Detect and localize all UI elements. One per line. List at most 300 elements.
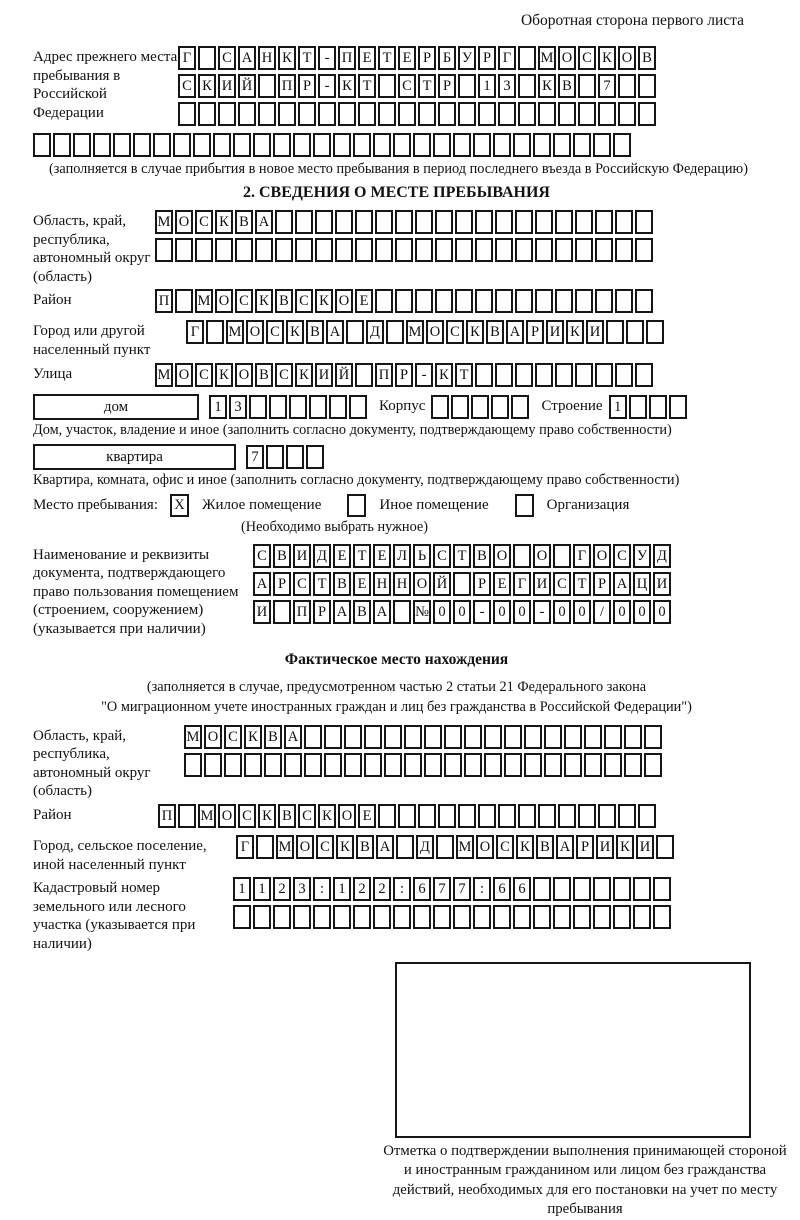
char-cell[interactable]: [453, 133, 471, 157]
char-cell[interactable]: В: [273, 544, 291, 568]
char-cell[interactable]: К: [286, 320, 304, 344]
char-cell[interactable]: А: [253, 572, 271, 596]
char-cell[interactable]: [413, 133, 431, 157]
char-cell[interactable]: Н: [373, 572, 391, 596]
char-cell[interactable]: [93, 133, 111, 157]
char-cell[interactable]: [633, 877, 651, 901]
char-cell[interactable]: [524, 725, 542, 749]
char-cell[interactable]: [538, 102, 556, 126]
char-cell[interactable]: [573, 133, 591, 157]
char-cell[interactable]: [553, 905, 571, 929]
char-cell[interactable]: 7: [598, 74, 616, 98]
char-cell[interactable]: [255, 238, 273, 262]
char-cell[interactable]: [418, 804, 436, 828]
char-cell[interactable]: [333, 905, 351, 929]
char-cell[interactable]: [233, 905, 251, 929]
char-cell[interactable]: [206, 320, 224, 344]
char-cell[interactable]: К: [598, 46, 616, 70]
char-cell[interactable]: С: [553, 572, 571, 596]
char-cell[interactable]: Р: [473, 572, 491, 596]
char-cell[interactable]: К: [258, 804, 276, 828]
char-cell[interactable]: К: [338, 74, 356, 98]
char-cell[interactable]: [436, 835, 454, 859]
char-cell[interactable]: Р: [418, 46, 436, 70]
char-cell[interactable]: [295, 238, 313, 262]
char-cell[interactable]: [353, 133, 371, 157]
char-cell[interactable]: [264, 753, 282, 777]
char-cell[interactable]: К: [255, 289, 273, 313]
char-cell[interactable]: [555, 210, 573, 234]
char-cell[interactable]: [355, 363, 373, 387]
char-cell[interactable]: Д: [313, 544, 331, 568]
char-cell[interactable]: А: [376, 835, 394, 859]
char-cell[interactable]: [535, 238, 553, 262]
char-cell[interactable]: [533, 133, 551, 157]
char-cell[interactable]: [298, 102, 316, 126]
char-cell[interactable]: У: [458, 46, 476, 70]
char-cell[interactable]: С: [295, 289, 313, 313]
char-cell[interactable]: О: [235, 363, 253, 387]
char-cell[interactable]: [444, 725, 462, 749]
char-cell[interactable]: [198, 46, 216, 70]
char-cell[interactable]: [555, 363, 573, 387]
char-cell[interactable]: С: [398, 74, 416, 98]
char-cell[interactable]: [133, 133, 151, 157]
char-cell[interactable]: [518, 102, 536, 126]
char-cell[interactable]: [595, 238, 613, 262]
char-cell[interactable]: [629, 395, 647, 419]
char-cell[interactable]: [604, 725, 622, 749]
char-cell[interactable]: [638, 804, 656, 828]
char-cell[interactable]: [635, 210, 653, 234]
char-cell[interactable]: [584, 725, 602, 749]
char-cell[interactable]: С: [298, 804, 316, 828]
char-cell[interactable]: :: [393, 877, 411, 901]
char-cell[interactable]: М: [226, 320, 244, 344]
char-cell[interactable]: [435, 238, 453, 262]
char-cell[interactable]: [511, 395, 529, 419]
char-cell[interactable]: [475, 238, 493, 262]
char-cell[interactable]: [458, 74, 476, 98]
char-cell[interactable]: [404, 753, 422, 777]
char-cell[interactable]: М: [195, 289, 213, 313]
char-cell[interactable]: [195, 238, 213, 262]
house-field-box[interactable]: дом: [33, 394, 199, 420]
char-cell[interactable]: 0: [453, 600, 471, 624]
char-cell[interactable]: [493, 133, 511, 157]
char-cell[interactable]: [415, 238, 433, 262]
char-cell[interactable]: О: [246, 320, 264, 344]
char-cell[interactable]: Р: [273, 572, 291, 596]
char-cell[interactable]: [513, 544, 531, 568]
char-cell[interactable]: К: [198, 74, 216, 98]
char-cell[interactable]: [175, 289, 193, 313]
char-cell[interactable]: И: [586, 320, 604, 344]
char-cell[interactable]: 0: [633, 600, 651, 624]
apartment-field-box[interactable]: квартира: [33, 444, 236, 470]
char-cell[interactable]: Р: [438, 74, 456, 98]
char-cell[interactable]: 3: [293, 877, 311, 901]
char-cell[interactable]: Т: [313, 572, 331, 596]
char-cell[interactable]: Й: [335, 363, 353, 387]
char-cell[interactable]: [593, 877, 611, 901]
char-cell[interactable]: [175, 238, 193, 262]
char-cell[interactable]: [453, 905, 471, 929]
checkbox-organization[interactable]: [515, 494, 534, 517]
char-cell[interactable]: К: [566, 320, 584, 344]
char-cell[interactable]: П: [375, 363, 393, 387]
char-cell[interactable]: [275, 210, 293, 234]
char-cell[interactable]: В: [486, 320, 504, 344]
char-cell[interactable]: [653, 905, 671, 929]
char-cell[interactable]: [575, 289, 593, 313]
char-cell[interactable]: [598, 102, 616, 126]
char-cell[interactable]: [471, 395, 489, 419]
char-cell[interactable]: [318, 102, 336, 126]
char-cell[interactable]: А: [255, 210, 273, 234]
char-cell[interactable]: [653, 877, 671, 901]
char-cell[interactable]: [309, 395, 327, 419]
char-cell[interactable]: А: [333, 600, 351, 624]
char-cell[interactable]: Р: [478, 46, 496, 70]
char-cell[interactable]: 6: [513, 877, 531, 901]
char-cell[interactable]: [258, 102, 276, 126]
char-cell[interactable]: Н: [393, 572, 411, 596]
char-cell[interactable]: [418, 102, 436, 126]
char-cell[interactable]: [275, 238, 293, 262]
char-cell[interactable]: О: [175, 210, 193, 234]
char-cell[interactable]: [575, 363, 593, 387]
char-cell[interactable]: [353, 905, 371, 929]
char-cell[interactable]: 3: [229, 395, 247, 419]
char-cell[interactable]: И: [218, 74, 236, 98]
char-cell[interactable]: В: [558, 74, 576, 98]
char-cell[interactable]: У: [633, 544, 651, 568]
char-cell[interactable]: [498, 804, 516, 828]
char-cell[interactable]: [644, 753, 662, 777]
char-cell[interactable]: И: [653, 572, 671, 596]
char-cell[interactable]: Г: [178, 46, 196, 70]
char-cell[interactable]: [515, 289, 533, 313]
char-cell[interactable]: Е: [355, 289, 373, 313]
char-cell[interactable]: [513, 905, 531, 929]
char-cell[interactable]: О: [175, 363, 193, 387]
char-cell[interactable]: С: [178, 74, 196, 98]
char-cell[interactable]: [455, 210, 473, 234]
char-cell[interactable]: А: [284, 725, 302, 749]
char-cell[interactable]: [293, 905, 311, 929]
char-cell[interactable]: К: [315, 289, 333, 313]
char-cell[interactable]: [375, 289, 393, 313]
char-cell[interactable]: [544, 753, 562, 777]
char-cell[interactable]: [518, 804, 536, 828]
char-cell[interactable]: [395, 289, 413, 313]
char-cell[interactable]: [564, 725, 582, 749]
char-cell[interactable]: [215, 238, 233, 262]
char-cell[interactable]: К: [244, 725, 262, 749]
char-cell[interactable]: 0: [553, 600, 571, 624]
char-cell[interactable]: [626, 320, 644, 344]
char-cell[interactable]: [595, 363, 613, 387]
char-cell[interactable]: [349, 395, 367, 419]
char-cell[interactable]: [435, 289, 453, 313]
char-cell[interactable]: [253, 133, 271, 157]
char-cell[interactable]: 0: [653, 600, 671, 624]
char-cell[interactable]: [604, 753, 622, 777]
char-cell[interactable]: [495, 238, 513, 262]
char-cell[interactable]: [431, 395, 449, 419]
char-cell[interactable]: М: [184, 725, 202, 749]
char-cell[interactable]: [415, 210, 433, 234]
char-cell[interactable]: [606, 320, 624, 344]
char-cell[interactable]: Г: [236, 835, 254, 859]
char-cell[interactable]: [384, 725, 402, 749]
char-cell[interactable]: [464, 753, 482, 777]
char-cell[interactable]: -: [473, 600, 491, 624]
char-cell[interactable]: Е: [358, 46, 376, 70]
char-cell[interactable]: [304, 753, 322, 777]
char-cell[interactable]: В: [264, 725, 282, 749]
char-cell[interactable]: М: [155, 210, 173, 234]
char-cell[interactable]: [553, 544, 571, 568]
char-cell[interactable]: 1: [478, 74, 496, 98]
char-cell[interactable]: Н: [258, 46, 276, 70]
char-cell[interactable]: А: [238, 46, 256, 70]
char-cell[interactable]: О: [558, 46, 576, 70]
char-cell[interactable]: С: [433, 544, 451, 568]
char-cell[interactable]: [396, 835, 414, 859]
char-cell[interactable]: И: [596, 835, 614, 859]
char-cell[interactable]: [573, 877, 591, 901]
confirmation-mark-box[interactable]: [395, 962, 751, 1138]
char-cell[interactable]: [375, 238, 393, 262]
char-cell[interactable]: [635, 363, 653, 387]
char-cell[interactable]: [244, 753, 262, 777]
char-cell[interactable]: И: [253, 600, 271, 624]
char-cell[interactable]: Д: [366, 320, 384, 344]
checkbox-other-premises[interactable]: [347, 494, 366, 517]
char-cell[interactable]: [555, 238, 573, 262]
char-cell[interactable]: [504, 753, 522, 777]
char-cell[interactable]: О: [593, 544, 611, 568]
char-cell[interactable]: [338, 102, 356, 126]
char-cell[interactable]: [266, 445, 284, 469]
char-cell[interactable]: [618, 804, 636, 828]
char-cell[interactable]: 1: [209, 395, 227, 419]
char-cell[interactable]: В: [356, 835, 374, 859]
char-cell[interactable]: Т: [418, 74, 436, 98]
char-cell[interactable]: [224, 753, 242, 777]
char-cell[interactable]: [615, 238, 633, 262]
char-cell[interactable]: [669, 395, 687, 419]
char-cell[interactable]: [638, 74, 656, 98]
char-cell[interactable]: [624, 753, 642, 777]
char-cell[interactable]: М: [456, 835, 474, 859]
char-cell[interactable]: Г: [513, 572, 531, 596]
char-cell[interactable]: [595, 289, 613, 313]
char-cell[interactable]: [235, 238, 253, 262]
char-cell[interactable]: Г: [573, 544, 591, 568]
char-cell[interactable]: [484, 725, 502, 749]
char-cell[interactable]: -: [533, 600, 551, 624]
char-cell[interactable]: [153, 133, 171, 157]
char-cell[interactable]: [295, 210, 313, 234]
char-cell[interactable]: 7: [246, 445, 264, 469]
char-cell[interactable]: А: [373, 600, 391, 624]
char-cell[interactable]: [435, 210, 453, 234]
char-cell[interactable]: -: [318, 46, 336, 70]
char-cell[interactable]: [398, 102, 416, 126]
char-cell[interactable]: [635, 289, 653, 313]
char-cell[interactable]: [484, 753, 502, 777]
char-cell[interactable]: [233, 133, 251, 157]
char-cell[interactable]: [398, 804, 416, 828]
char-cell[interactable]: [433, 133, 451, 157]
char-cell[interactable]: [438, 102, 456, 126]
char-cell[interactable]: [544, 725, 562, 749]
char-cell[interactable]: П: [278, 74, 296, 98]
char-cell[interactable]: К: [215, 363, 233, 387]
char-cell[interactable]: [346, 320, 364, 344]
char-cell[interactable]: Р: [526, 320, 544, 344]
char-cell[interactable]: 6: [413, 877, 431, 901]
char-cell[interactable]: Е: [493, 572, 511, 596]
char-cell[interactable]: [453, 572, 471, 596]
char-cell[interactable]: Р: [576, 835, 594, 859]
char-cell[interactable]: 1: [233, 877, 251, 901]
char-cell[interactable]: [558, 804, 576, 828]
char-cell[interactable]: К: [215, 210, 233, 234]
char-cell[interactable]: [475, 289, 493, 313]
char-cell[interactable]: [558, 102, 576, 126]
char-cell[interactable]: [649, 395, 667, 419]
char-cell[interactable]: О: [296, 835, 314, 859]
char-cell[interactable]: С: [195, 363, 213, 387]
char-cell[interactable]: П: [293, 600, 311, 624]
char-cell[interactable]: А: [506, 320, 524, 344]
char-cell[interactable]: [584, 753, 602, 777]
char-cell[interactable]: :: [473, 877, 491, 901]
char-cell[interactable]: [553, 877, 571, 901]
char-cell[interactable]: О: [618, 46, 636, 70]
char-cell[interactable]: С: [266, 320, 284, 344]
char-cell[interactable]: И: [533, 572, 551, 596]
char-cell[interactable]: [364, 753, 382, 777]
char-cell[interactable]: [578, 74, 596, 98]
char-cell[interactable]: [364, 725, 382, 749]
char-cell[interactable]: П: [155, 289, 173, 313]
char-cell[interactable]: И: [315, 363, 333, 387]
char-cell[interactable]: [573, 905, 591, 929]
char-cell[interactable]: [656, 835, 674, 859]
char-cell[interactable]: О: [204, 725, 222, 749]
char-cell[interactable]: [575, 238, 593, 262]
char-cell[interactable]: А: [326, 320, 344, 344]
char-cell[interactable]: [613, 905, 631, 929]
char-cell[interactable]: В: [255, 363, 273, 387]
char-cell[interactable]: [313, 133, 331, 157]
char-cell[interactable]: И: [636, 835, 654, 859]
char-cell[interactable]: 0: [433, 600, 451, 624]
char-cell[interactable]: 0: [613, 600, 631, 624]
char-cell[interactable]: [198, 102, 216, 126]
char-cell[interactable]: 3: [498, 74, 516, 98]
char-cell[interactable]: К: [278, 46, 296, 70]
char-cell[interactable]: [493, 905, 511, 929]
char-cell[interactable]: :: [313, 877, 331, 901]
char-cell[interactable]: С: [275, 363, 293, 387]
char-cell[interactable]: Б: [438, 46, 456, 70]
char-cell[interactable]: [113, 133, 131, 157]
char-cell[interactable]: 7: [433, 877, 451, 901]
char-cell[interactable]: [595, 210, 613, 234]
char-cell[interactable]: К: [435, 363, 453, 387]
char-cell[interactable]: Т: [353, 544, 371, 568]
char-cell[interactable]: Л: [393, 544, 411, 568]
char-cell[interactable]: С: [316, 835, 334, 859]
char-cell[interactable]: В: [235, 210, 253, 234]
char-cell[interactable]: О: [493, 544, 511, 568]
char-cell[interactable]: [478, 102, 496, 126]
char-cell[interactable]: О: [338, 804, 356, 828]
char-cell[interactable]: К: [466, 320, 484, 344]
char-cell[interactable]: [293, 133, 311, 157]
char-cell[interactable]: [335, 238, 353, 262]
char-cell[interactable]: [258, 74, 276, 98]
char-cell[interactable]: П: [338, 46, 356, 70]
char-cell[interactable]: [515, 363, 533, 387]
char-cell[interactable]: [178, 804, 196, 828]
char-cell[interactable]: [415, 289, 433, 313]
char-cell[interactable]: М: [276, 835, 294, 859]
char-cell[interactable]: А: [556, 835, 574, 859]
char-cell[interactable]: [253, 905, 271, 929]
char-cell[interactable]: С: [253, 544, 271, 568]
char-cell[interactable]: В: [278, 804, 296, 828]
char-cell[interactable]: В: [638, 46, 656, 70]
char-cell[interactable]: [473, 905, 491, 929]
char-cell[interactable]: О: [476, 835, 494, 859]
char-cell[interactable]: Р: [313, 600, 331, 624]
char-cell[interactable]: К: [538, 74, 556, 98]
char-cell[interactable]: [278, 102, 296, 126]
char-cell[interactable]: О: [335, 289, 353, 313]
char-cell[interactable]: [495, 210, 513, 234]
char-cell[interactable]: [458, 804, 476, 828]
char-cell[interactable]: [444, 753, 462, 777]
char-cell[interactable]: [578, 102, 596, 126]
char-cell[interactable]: [284, 753, 302, 777]
char-cell[interactable]: П: [158, 804, 176, 828]
char-cell[interactable]: [613, 877, 631, 901]
char-cell[interactable]: А: [613, 572, 631, 596]
char-cell[interactable]: О: [413, 572, 431, 596]
char-cell[interactable]: [393, 600, 411, 624]
char-cell[interactable]: [73, 133, 91, 157]
char-cell[interactable]: [306, 445, 324, 469]
char-cell[interactable]: [33, 133, 51, 157]
char-cell[interactable]: Е: [398, 46, 416, 70]
char-cell[interactable]: [646, 320, 664, 344]
char-cell[interactable]: Ь: [413, 544, 431, 568]
char-cell[interactable]: Т: [455, 363, 473, 387]
checkbox-residential[interactable]: X: [170, 494, 189, 517]
char-cell[interactable]: [464, 725, 482, 749]
char-cell[interactable]: Д: [653, 544, 671, 568]
char-cell[interactable]: С: [218, 46, 236, 70]
char-cell[interactable]: [424, 753, 442, 777]
char-cell[interactable]: 0: [573, 600, 591, 624]
